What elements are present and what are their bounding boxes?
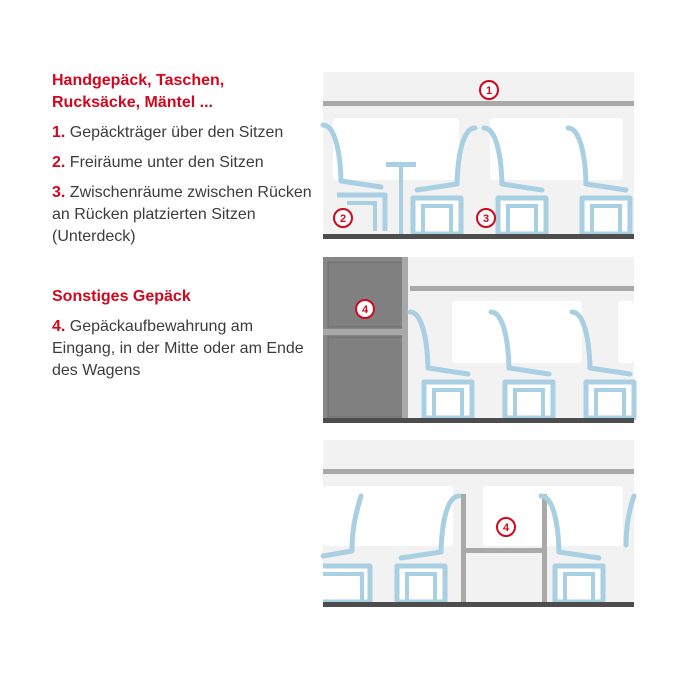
- legend-item-1-text: Gepäckträger über den Sitzen: [65, 124, 284, 141]
- legend-item-4-text: Gepäckaufbewahrung am Eingang, in der Mitte oder am Ende des Wagens: [52, 318, 304, 379]
- marker-1: [480, 81, 498, 99]
- marker-3-label: 3: [482, 213, 490, 225]
- floor: [323, 418, 634, 423]
- marker-3: [477, 209, 495, 227]
- hand-luggage-heading-line2: Rucksäcke, Mäntel ...: [52, 94, 213, 111]
- luggage-rack: [323, 101, 634, 106]
- window: [333, 118, 459, 180]
- legend-item-3-text: Zwischenräume zwischen Rücken an Rücken platzierten Sitzen (Unterdeck): [52, 184, 312, 245]
- panel-middle-storage: [323, 440, 634, 607]
- legend-item-1-number: 1.: [52, 124, 66, 141]
- luggage-storage-rack: [323, 257, 408, 421]
- floor: [323, 602, 634, 607]
- legend-item-3-number: 3.: [52, 184, 66, 201]
- luggage-rack: [410, 286, 634, 291]
- marker-4b-label: 4: [502, 522, 510, 534]
- window: [323, 486, 453, 546]
- window: [618, 301, 634, 363]
- window: [490, 118, 623, 180]
- luggage-rack: [323, 469, 634, 474]
- legend-item-2-text: Freiräume unter den Sitzen: [65, 154, 264, 171]
- panel-upper-deck: [323, 72, 634, 239]
- marker-2-label: 2: [339, 213, 347, 225]
- floor: [323, 234, 634, 239]
- legend-item-4-number: 4.: [52, 318, 66, 335]
- panel-entrance-storage: [323, 257, 634, 423]
- marker-4-entrance: [356, 300, 374, 318]
- window: [452, 301, 582, 363]
- legend-item-2-number: 2.: [52, 154, 66, 171]
- other-luggage-heading: Sonstiges Gepäck: [52, 288, 191, 305]
- marker-4-middle: [497, 518, 515, 536]
- marker-4a-label: 4: [361, 304, 369, 316]
- marker-1-label: 1: [485, 85, 493, 97]
- marker-2: [334, 209, 352, 227]
- hand-luggage-heading-line1: Handgepäck, Taschen,: [52, 72, 225, 89]
